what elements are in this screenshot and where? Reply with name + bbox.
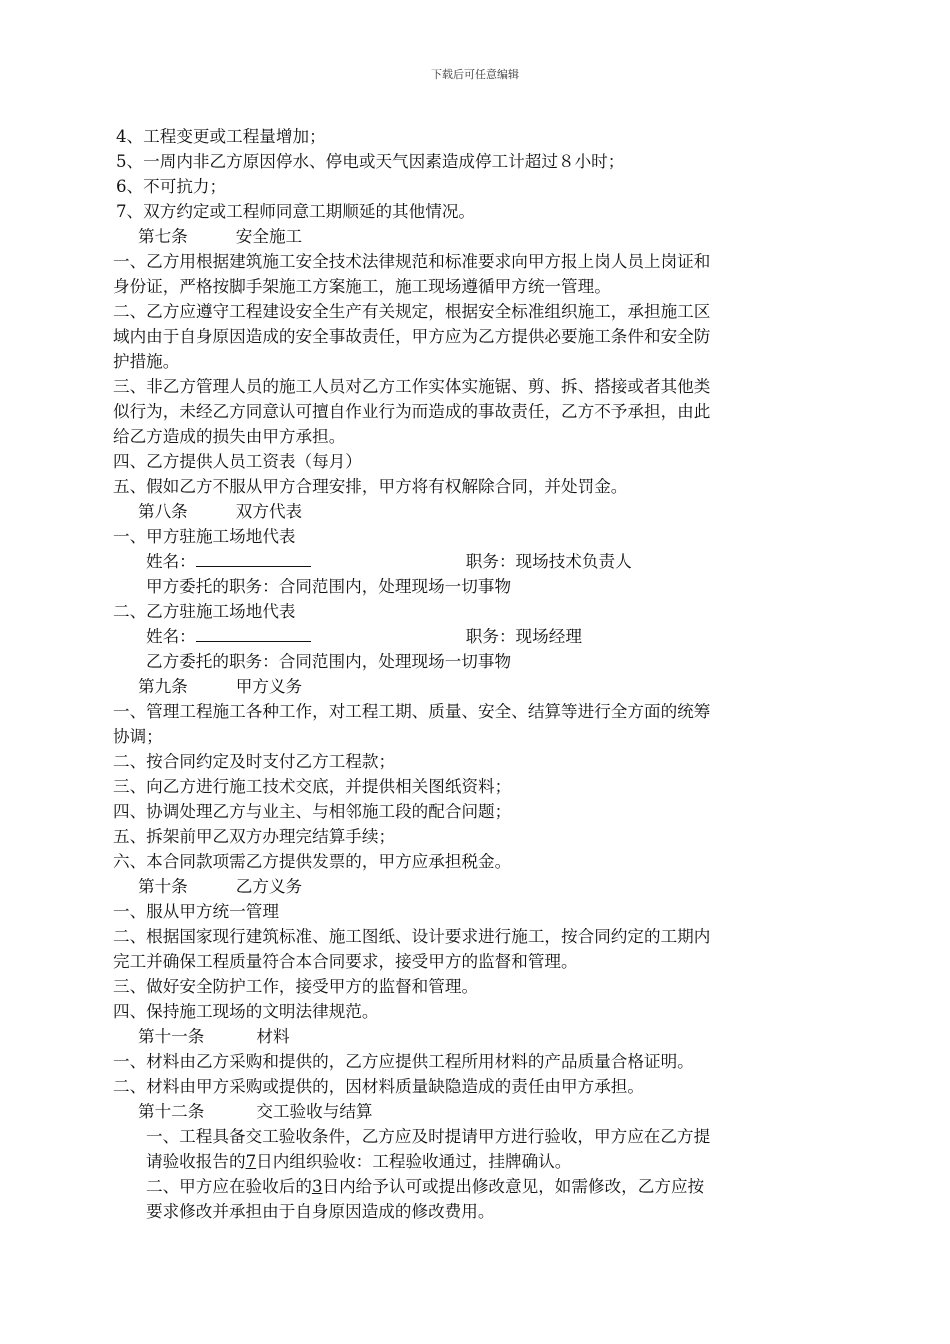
paragraph-line: 三、非乙方管理人员的施工人员对乙方工作实体实施锯、剪、拆、搭接或者其他类 [113,377,711,396]
paragraph-line: 似行为，未经乙方同意认可擅自作业行为而造成的事故责任，乙方不予承担，由此 [113,402,711,421]
section-title: 材料 [256,1027,290,1046]
party-b-rep-row [113,624,813,649]
paragraph-line: 四、乙方提供人员工资表（每月） [113,452,362,471]
section-title: 双方代表 [235,502,303,521]
section-number: 第八条 [138,502,188,521]
section-title: 安全施工 [235,227,303,246]
name-label: 姓名： [146,627,196,646]
section-heading-8 [113,499,813,524]
paragraph-line: 六、本合同款项需乙方提供发票的，甲方应承担税金。 [113,852,512,871]
paragraph-line: 三、向乙方进行施工技术交底，并提供相关图纸资料； [113,777,512,796]
page-header: 下载后可任意编辑 [431,68,519,81]
paragraph-line: 乙方委托的职务：合同范围内，处理现场一切事物 [146,652,512,671]
text-span: 日内组织验收：工程验收通过，挂牌确认。 [256,1152,572,1171]
text-span: 日内给予认可或提出修改意见，如需修改，乙方应按 [322,1177,705,1196]
paragraph-line: 二、按合同约定及时支付乙方工程款； [113,752,396,771]
paragraph-line: 完工并确保工程质量符合本合同要求，接受甲方的监督和管理。 [113,952,578,971]
contract-body [113,124,813,1224]
text-span: 请验收报告的 [146,1152,246,1171]
paragraph-line: 二、乙方驻施工场地代表 [113,602,296,621]
section-heading-7 [113,224,813,249]
section-heading-11 [113,1024,813,1049]
paragraph-line: 一、管理工程施工各种工作，对工程工期、质量、安全、结算等进行全方面的统筹 [113,702,711,721]
section-number: 第九条 [138,677,188,696]
section-heading-9 [113,674,813,699]
paragraph-line: 甲方委托的职务：合同范围内，处理现场一切事物 [146,577,512,596]
paragraph-line: 二、材料由甲方采购或提供的，因材料质量缺隐造成的责任由甲方承担。 [113,1077,644,1096]
section-title: 交工验收与结算 [256,1102,373,1121]
list-item: 4、工程变更或工程量增加； [116,127,326,146]
days-value: 3 [311,1177,323,1196]
paragraph-line: 一、工程具备交工验收条件，乙方应及时提请甲方进行验收，甲方应在乙方提 [146,1127,711,1146]
role-text: 职务：现场技术负责人 [465,552,632,571]
days-value: 7 [245,1152,257,1171]
paragraph-line: 一、甲方驻施工场地代表 [113,527,296,546]
paragraph-line: 协调； [113,727,163,746]
name-blank [196,624,311,642]
paragraph-line: 四、保持施工现场的文明法律规范。 [113,1002,379,1021]
paragraph-line: 一、乙方用根据建筑施工安全技术法律规范和标准要求向甲方报上岗人员上岗证和 [113,252,711,271]
paragraph-line: 二、根据国家现行建筑标准、施工图纸、设计要求进行施工，按合同约定的工期内 [113,927,711,946]
section-number: 第十一条 [138,1027,205,1046]
section-number: 第十二条 [138,1102,205,1121]
section-title: 乙方义务 [235,877,303,896]
paragraph-line: 身份证，严格按脚手架施工方案施工，施工现场遵循甲方统一管理。 [113,277,611,296]
paragraph-line: 给乙方造成的损失由甲方承担。 [113,427,346,446]
paragraph-line: 二、乙方应遵守工程建设安全生产有关规定，根据安全标准组织施工，承担施工区 [113,302,711,321]
list-item: 7、双方约定或工程师同意工期顺延的其他情况。 [116,202,476,221]
paragraph-line [113,1149,813,1174]
name-label: 姓名： [146,552,196,571]
paragraph-line: 三、做好安全防护工作，接受甲方的监督和管理。 [113,977,479,996]
paragraph-line: 一、服从甲方统一管理 [113,902,279,921]
paragraph-line: 护措施。 [113,352,180,371]
section-heading-10 [113,874,813,899]
paragraph-line: 域内由于自身原因造成的安全事故责任，甲方应为乙方提供必要施工条件和安全防 [113,327,711,346]
list-item: 6、不可抗力； [116,177,227,196]
name-blank [196,549,311,567]
paragraph-line [113,1174,813,1199]
party-a-rep-row [113,549,813,574]
text-span: 二、甲方应在验收后的 [146,1177,312,1196]
section-number: 第十条 [138,877,188,896]
paragraph-line: 要求修改并承担由于自身原因造成的修改费用。 [146,1202,495,1221]
role-text: 职务：现场经理 [465,627,582,646]
paragraph-line: 五、拆架前甲乙双方办理完结算手续； [113,827,396,846]
paragraph-line: 四、协调处理乙方与业主、与相邻施工段的配合问题； [113,802,512,821]
section-heading-12 [113,1099,813,1124]
paragraph-line: 一、材料由乙方采购和提供的，乙方应提供工程所用材料的产品质量合格证明。 [113,1052,694,1071]
section-title: 甲方义务 [235,677,303,696]
paragraph-line: 五、假如乙方不服从甲方合理安排，甲方将有权解除合同，并处罚金。 [113,477,628,496]
section-number: 第七条 [138,227,188,246]
list-item: 5、一周内非乙方原因停水、停电或天气因素造成停工计超过８小时； [116,152,625,171]
